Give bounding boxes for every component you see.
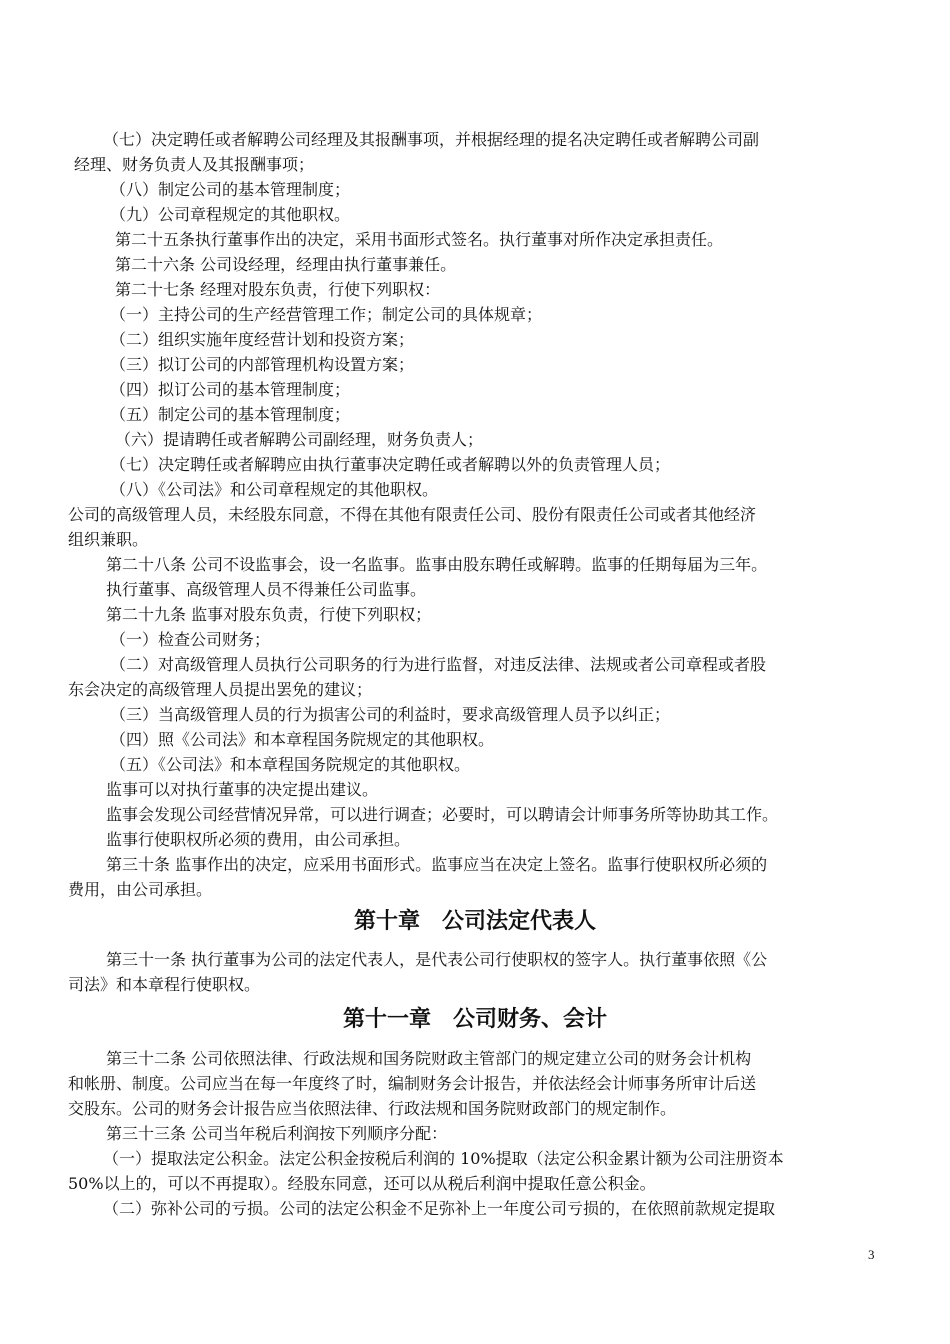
text-line: （四）照《公司法》和本章程国务院规定的其他职权。: [110, 730, 495, 749]
text-line: （二）组织实施年度经营计划和投资方案；: [110, 330, 415, 349]
text-line: 司法》和本章程行使职权。: [68, 975, 261, 994]
text-line: （三）拟订公司的内部管理机构设置方案；: [110, 355, 415, 374]
text-line: （一）检查公司财务；: [110, 630, 271, 649]
text-line: （二）弥补公司的亏损。公司的法定公积金不足弥补上一年度公司亏损的，在依照前款规定提取: [103, 1199, 776, 1218]
text-line: （二）对高级管理人员执行公司职务的行为进行监督，对违反法律、法规或者公司章程或者股: [110, 655, 767, 674]
text-line: （四）拟订公司的基本管理制度；: [110, 380, 351, 399]
text-line: 公司的高级管理人员，未经股东同意，不得在其他有限责任公司、股份有限责任公司或者其他经济: [68, 505, 757, 524]
text-line: 50%以上的，可以不再提取）。经股东同意，还可以从税后利润中提取任意公积金。: [68, 1174, 656, 1193]
text-line: 第二十五条执行董事作出的决定，采用书面形式签名。执行董事对所作决定承担责任。: [115, 230, 724, 249]
text-line: （九）公司章程规定的其他职权。: [110, 205, 351, 224]
page-number: 3: [868, 1247, 875, 1262]
text-line: （一）提取法定公积金。法定公积金按税后利润的 10%提取（法定公积金累计额为公司注册资本: [103, 1149, 784, 1168]
text-line: （六）提请聘任或者解聘公司副经理，财务负责人；: [115, 430, 484, 449]
text-line: 经理、财务负责人及其报酬事项；: [74, 155, 315, 174]
chapter-heading: 第十章 公司法定代表人: [353, 909, 596, 934]
text-line: 费用，由公司承担。: [68, 880, 213, 899]
chapter-heading: 第十一章 公司财务、会计: [342, 1007, 607, 1032]
text-line: （一）主持公司的生产经营管理工作；制定公司的具体规章；: [110, 305, 543, 324]
text-line: 第三十一条 执行董事为公司的法定代表人，是代表公司行使职权的签字人。执行董事依照《公: [106, 950, 768, 969]
text-line: 监事行使职权所必须的费用，由公司承担。: [106, 830, 411, 849]
text-line: 监事可以对执行董事的决定提出建议。: [106, 780, 379, 799]
text-line: 第二十八条 公司不设监事会，设一名监事。监事由股东聘任或解聘。监事的任期每届为三年。: [106, 555, 768, 574]
text-line: 第二十七条 经理对股东负责，行使下列职权：: [115, 280, 441, 299]
text-line: （五）制定公司的基本管理制度；: [110, 405, 351, 424]
text-line: 第二十九条 监事对股东负责，行使下列职权；: [106, 605, 432, 624]
text-line: （八）《公司法》和公司章程规定的其他职权。: [110, 480, 439, 499]
text-line: （八）制定公司的基本管理制度；: [110, 180, 351, 199]
text-line: 组织兼职。: [68, 530, 149, 549]
text-line: （七）决定聘任或者解聘公司经理及其报酬事项，并根据经理的提名决定聘任或者解聘公司副: [103, 130, 760, 149]
text-line: 监事会发现公司经营情况异常，可以进行调查；必要时，可以聘请会计师事务所等协助其工作。: [106, 805, 779, 824]
text-line: 第三十三条 公司当年税后利润按下列顺序分配：: [106, 1124, 448, 1143]
text-line: （七）决定聘任或者解聘应由执行董事决定聘任或者解聘以外的负责管理人员；: [110, 455, 671, 474]
text-line: 和帐册、制度。公司应当在每一年度终了时，编制财务会计报告，并依法经会计师事务所审计后送: [68, 1074, 757, 1093]
text-line: （五）《公司法》和本章程国务院规定的其他职权。: [110, 755, 471, 774]
text-line: 东会决定的高级管理人员提出罢免的建议；: [68, 680, 373, 699]
text-line: （三）当高级管理人员的行为损害公司的利益时，要求高级管理人员予以纠正；: [110, 705, 671, 724]
text-line: 执行董事、高级管理人员不得兼任公司监事。: [106, 580, 427, 599]
text-line: 第三十条 监事作出的决定，应采用书面形式。监事应当在决定上签名。监事行使职权所必须的: [106, 855, 768, 874]
text-line: 第二十六条 公司设经理，经理由执行董事兼任。: [115, 255, 457, 274]
text-line: 第三十二条 公司依照法律、行政法规和国务院财政主管部门的规定建立公司的财务会计机构: [106, 1049, 752, 1068]
text-line: 交股东。公司的财务会计报告应当依照法律、行政法规和国务院财政部门的规定制作。: [68, 1099, 677, 1118]
